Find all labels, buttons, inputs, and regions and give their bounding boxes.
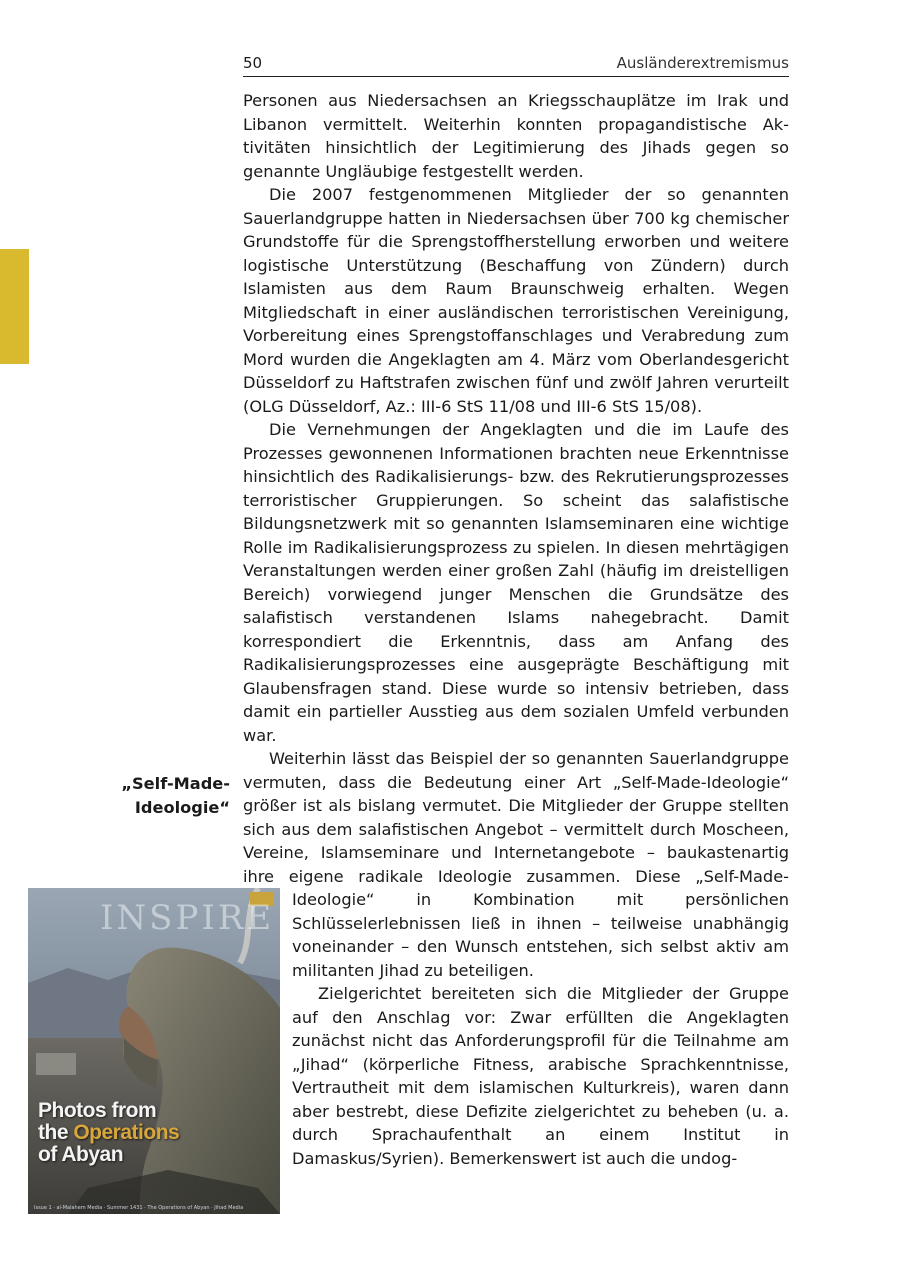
paragraph-5: Zielgerichtet bereiteten sich die Mitglieder der Gruppe auf den Anschlag vor: Zwar erfüllten die Angeklagten zunächst nicht das Anforderungsprofil für die Teilnahme am „Jihad“ (körperliche Fitness, arabische Sprachkenntnisse, Vertrautheit mit dem islamischen Kulturkreis), waren dann aber bestrebt, diese Defizite zielgerichtet zu beheben (u. a. durch Sprachaufenthalt an einem Institut in Damaskus/Syrien). Bemerkenswert ist auch die undog- bbox=[292, 984, 789, 1168]
paragraph-2: Die 2007 festgenommenen Mitglieder der so genannten Sauerlandgruppe hatten in Niedersachsen über 700 kg chemischer Grundstoffe für die Sprengstoffherstellung erworben und weitere logistische Unterstützung (Beschaffung von Zündern) durch Islamisten aus dem Raum Braunschweig erhalten. Wegen Mitgliedschaft in einer ausländischen terroristischen Vereinigung, Vorbereitung eines Sprengstoffanschlages und Verabredung zum Mord wurden die Angeklagten am 4. März vom Oberlandesgericht Düsseldorf zu Haftstrafen zwischen fünf und zwölf Jahren verurteilt (OLG Düsseldorf, Az.: III-6 StS 11/08 und III-6 StS 15/08). bbox=[243, 185, 789, 416]
cover-caption bbox=[38, 1100, 179, 1166]
paragraph-4-block bbox=[243, 747, 789, 1170]
cover-caption-operations: Operations bbox=[73, 1121, 180, 1144]
cover-caption-line2 bbox=[38, 1122, 179, 1144]
building bbox=[36, 1053, 76, 1075]
cover-caption-line3: of Abyan bbox=[38, 1143, 124, 1166]
paragraph-4-text: Weiterhin lässt das Beispiel der so genannten Sauerlandgruppe vermuten, dass die Bedeutung einer Art „Self-Made-Ideologie“ größer ist als bislang vermutet. Die Mitglieder der Gruppe stellten sich aus dem salafistischen Angebot – vermittelt durch Moscheen, Vereine, Islamseminare und Internetangebote – baukastenartig ihre eigene radikale Ideologie zusammen. Diese „Self-Made-Ideologie“ in Kombination mit persönlichen Schlüsselerlebnissen ließ in ihnen – teilweise unabhängig voneinander – den Wunsch entstehen, sich selbst aktiv am militanten Jihad zu beteiligen. bbox=[243, 749, 789, 980]
paragraph-3: Die Vernehmungen der Angeklagten und die im Laufe des Prozesses gewonnenen Informationen brachten neue Erkenntnisse hinsichtlich des Radikalisierungs- bzw. des Rekrutierungsprozesses terroristischer Gruppierungen. So scheint das salafistische Bildungsnetzwerk mit so genannten Islamseminaren eine wichtige Rolle im Radikalisierungsprozess zu spielen. In diesen mehrtägigen Veranstaltungen werden einer großen Zahl (häufig im dreistelligen Bereich) vorwiegend junger Menschen die Grundsätze des salafistisch verstandenen Islams nahegebracht. Damit korrespondiert die Erkenntnis, dass am Anfang des Radikalisierungsprozesses eine ausgeprägte Beschäftigung mit Glaubensfragen stand. Diese wurde so intensiv betrieben, dass damit ein partieller Ausstieg aus dem sozialen Umfeld verbunden war. bbox=[243, 420, 789, 745]
page-number: 50 bbox=[243, 54, 263, 72]
margin-note-line1: „Self-Made- bbox=[121, 774, 230, 793]
margin-note bbox=[100, 772, 230, 819]
paragraph-4 bbox=[243, 747, 789, 982]
paragraph-1: Personen aus Niedersachsen an Kriegsschauplätze im Irak und Libanon vermittelt. Weiterhin konnten propagandistische Aktivitäten hinsichtlich der Legitimierung des Jihads gegen so genannte Ungläubige festgestellt werden. bbox=[243, 91, 789, 181]
cover-caption-the: the bbox=[38, 1121, 74, 1144]
magazine-masthead: INSPIRE bbox=[100, 898, 275, 938]
section-tab-marker bbox=[0, 249, 29, 364]
magazine-cover-image bbox=[28, 888, 280, 1214]
cover-footer-text: Issue 1 · al-Malahem Media · Summer 1431 · The Operations of Abyan · Jihad Media bbox=[34, 1205, 244, 1211]
cover-caption-line1: Photos from bbox=[38, 1099, 157, 1122]
body-text bbox=[243, 89, 789, 1283]
running-title: Ausländerextremismus bbox=[616, 54, 789, 72]
margin-note-line2: Ideologie“ bbox=[134, 797, 230, 817]
header-rule bbox=[243, 76, 789, 77]
